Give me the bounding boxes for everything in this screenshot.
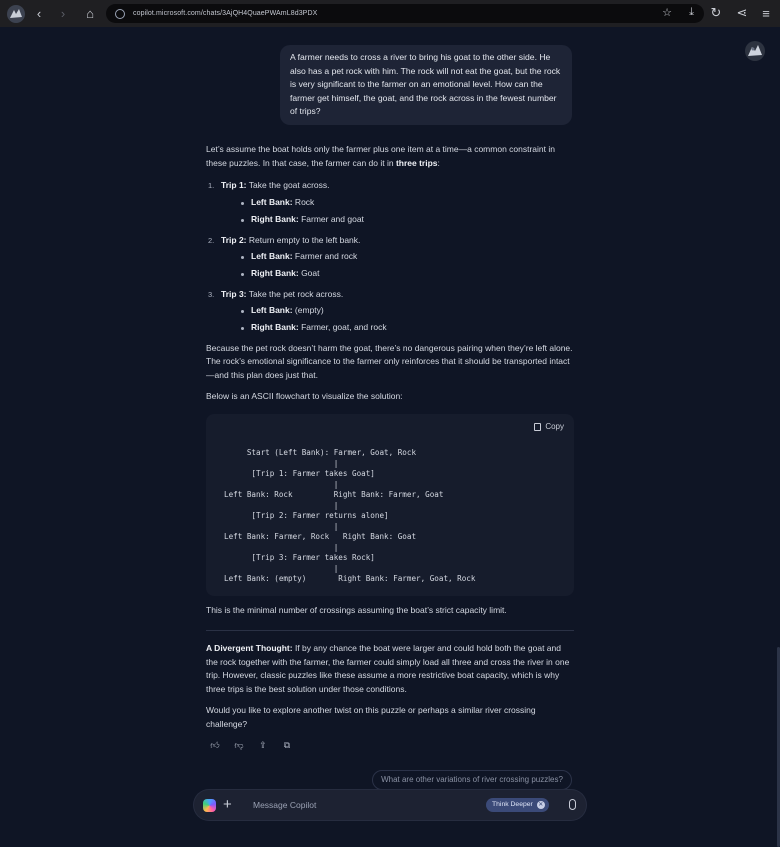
user-message: A farmer needs to cross a river to bring his goat to the other side. He also has a pet rock with him. The rock will not eat the goat, but the rock is very significant to the farmer on an emotional level. How can the farmer get himself, the goat, and the rock across in the fewest number of trips? bbox=[280, 45, 572, 125]
message-input[interactable]: Message Copilot bbox=[253, 800, 317, 810]
profile-avatar-icon[interactable] bbox=[6, 4, 26, 24]
followup-question: Would you like to explore another twist on this puzzle or perhaps a similar river crossing challenge? bbox=[206, 704, 536, 729]
message-composer bbox=[194, 790, 586, 820]
scrollbar[interactable] bbox=[776, 27, 780, 839]
divergent-section bbox=[206, 642, 574, 731]
list-item: 2. Trip 2: Return empty to the left bank. Left Bank: Farmer and rock Right Bank: Goat bbox=[206, 234, 574, 281]
flowchart-intro: Below is an ASCII flowchart to visualize the solution: bbox=[206, 390, 403, 401]
explanation-paragraph: Because the pet rock doesn’t harm the goat, there’s no dangerous pairing when they’re left alone. The rock’s emotional significance to the farmer only reinforces that it should be transported intact—and this plan does just that. bbox=[206, 342, 573, 381]
code-block bbox=[206, 414, 574, 596]
star-icon[interactable]: ☆ bbox=[662, 7, 672, 19]
suggestion-chip[interactable]: What are other variations of river crossing puzzles? bbox=[372, 770, 572, 790]
back-icon[interactable]: ‹ bbox=[36, 5, 42, 21]
assistant-response bbox=[206, 143, 574, 404]
download-icon[interactable]: ⤓ bbox=[689, 6, 694, 18]
message-actions bbox=[210, 740, 292, 750]
share-icon[interactable]: ⋖ bbox=[736, 5, 748, 20]
microphone-icon[interactable] bbox=[569, 799, 576, 810]
copy-icon bbox=[534, 423, 541, 431]
list-item: Right Bank: Farmer, goat, and rock bbox=[221, 321, 574, 335]
menu-icon[interactable]: ≡ bbox=[762, 5, 770, 21]
site-info-icon[interactable] bbox=[115, 9, 125, 19]
list-item: 1. Trip 1: Take the goat across. Left Bank: Rock Right Bank: Farmer and goat bbox=[206, 179, 574, 226]
list-item: Right Bank: Farmer and goat bbox=[221, 213, 574, 227]
trip-list bbox=[206, 179, 574, 334]
thumbs-up-icon[interactable]: 👍︎ bbox=[210, 740, 220, 750]
list-item: Right Bank: Goat bbox=[221, 267, 574, 281]
forward-icon[interactable]: › bbox=[60, 5, 66, 21]
intro-paragraph: Let’s assume the boat holds only the farmer plus one item at a time—a common constraint in these puzzles. In that case, the farmer can do it in three trips: bbox=[206, 144, 555, 168]
home-icon[interactable]: ⌂ bbox=[86, 5, 94, 21]
think-deeper-toggle[interactable]: Think Deeper ✕ bbox=[486, 798, 549, 812]
divergent-paragraph: A Divergent Thought: If by any chance the boat were larger and could hold both the goat and the rock together with the farmer, the farmer could simply load all three and cross the river in one trip. However, classic puzzles like these assume a more restrictive boat capacity, which is why three trips is the best solution under those conditions. bbox=[206, 643, 570, 695]
refresh-icon[interactable]: ↻ bbox=[710, 5, 722, 20]
minimal-note: This is the minimal number of crossings assuming the boat’s strict capacity limit. bbox=[206, 605, 507, 615]
thumbs-down-icon[interactable]: 👎︎ bbox=[234, 740, 244, 750]
add-attachment-icon[interactable]: + bbox=[223, 796, 232, 813]
ascii-flowchart: Start (Left Bank): Farmer, Goat, Rock | [Trip 1: Farmer takes Goat] | Left Bank: Rock Right Bank: Farmer, Goat | [Trip 2: Farmer returns alone] | Left Bank: Farmer, Rock Right Bank: Goat | [Trip 3: Farmer takes Rock] | Left Bank: (empty) Right Bank: Farmer, Goat, Rock bbox=[224, 448, 476, 583]
copy-button[interactable]: Copy bbox=[534, 422, 564, 431]
divider bbox=[206, 630, 574, 631]
address-bar[interactable] bbox=[106, 4, 704, 23]
user-avatar bbox=[744, 40, 766, 62]
url-text[interactable]: copilot.microsoft.com/chats/3AjQH4QuaePWAmL8d3PDX bbox=[133, 10, 318, 17]
list-item: 3. Trip 3: Take the pet rock across. Left Bank: (empty) Right Bank: Farmer, goat, and rock bbox=[206, 288, 574, 335]
list-item: Left Bank: Rock bbox=[221, 196, 574, 210]
list-item: Left Bank: Farmer and rock bbox=[221, 250, 574, 264]
close-icon[interactable]: ✕ bbox=[538, 802, 544, 808]
copy-message-icon[interactable]: ⧉ bbox=[283, 740, 291, 750]
share-message-icon[interactable]: ⇪ bbox=[259, 740, 267, 750]
copilot-logo-icon bbox=[203, 799, 216, 812]
browser-toolbar bbox=[0, 0, 780, 27]
list-item: Left Bank: (empty) bbox=[221, 304, 574, 318]
